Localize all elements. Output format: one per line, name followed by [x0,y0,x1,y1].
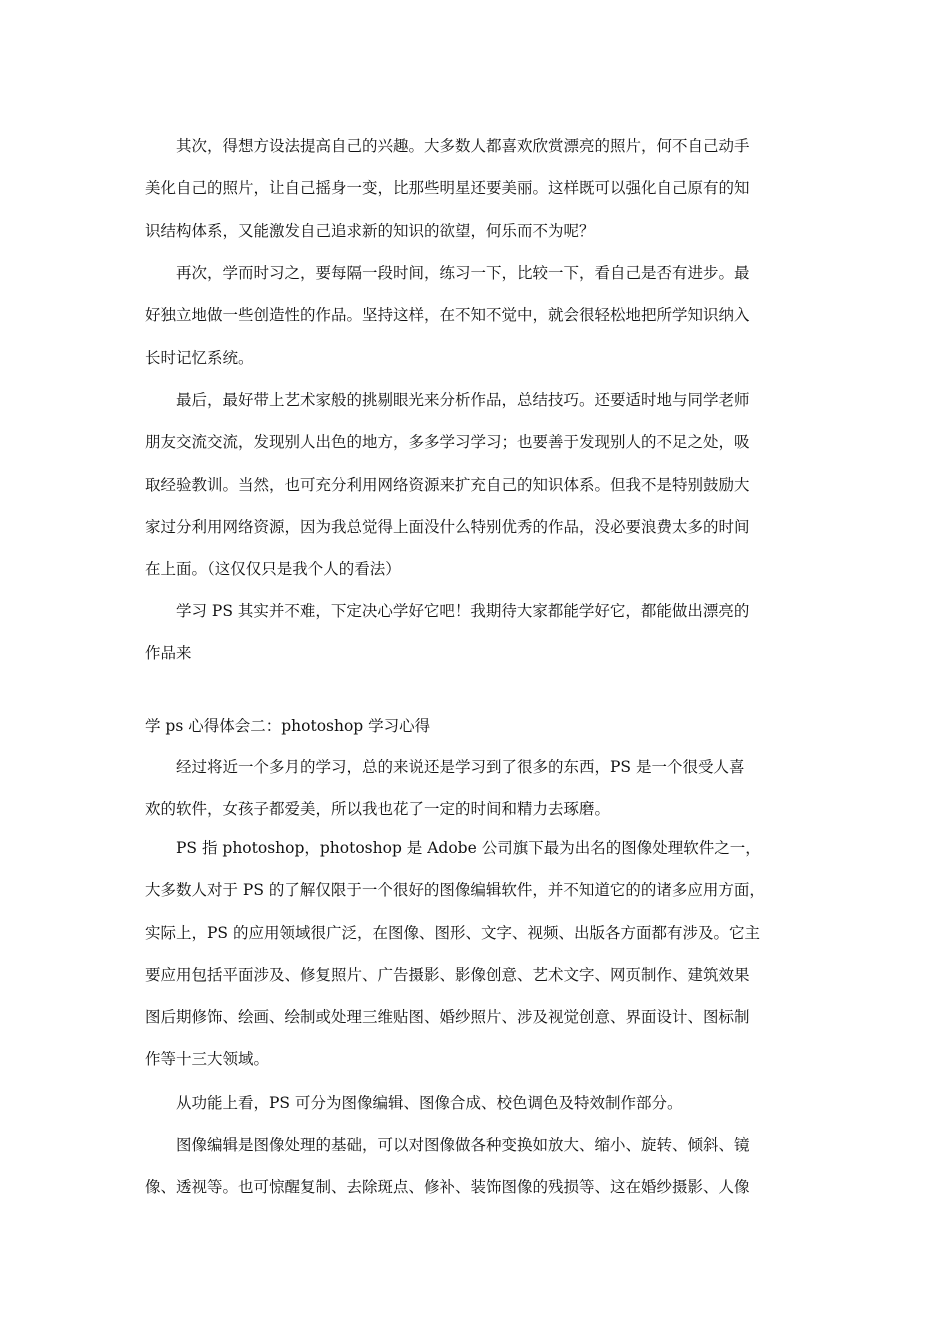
paragraph-ps-definition [145,827,810,1081]
paragraph-line: 长时记忆系统。 [145,348,254,367]
paragraph-image-editing [145,1124,810,1209]
section-heading: 学 ps 心得体会二：photoshop 学习心得 [145,717,431,735]
paragraph-line: 学习 PS 其实并不难，下定决心学好它吧！我期待大家都能学好它，都能做出漂亮的 [176,602,750,620]
paragraph-line: 美化自己的照片，让自己摇身一变，比那些明星还要美丽。这样既可以强化自己原有的知 [145,179,750,198]
paragraph-line: 识结构体系，又能激发自己追求新的知识的欲望，何乐而不为呢？ [145,221,595,240]
paragraph-line: 图后期修饰、绘画、绘制或处理三维贴图、婚纱照片、涉及视觉创意、界面设计、图标制 [145,1008,750,1027]
paragraph-line: PS 指 photoshop，photoshop 是 Adobe 公司旗下最为出名的图像处理软件之一， [176,839,761,857]
paragraph-line: 朋友交流交流，发现别人出色的地方，多多学习学习；也要善于发现别人的不足之处，吸 [145,433,750,452]
paragraph-line: 图像编辑是图像处理的基础，可以对图像做各种变换如放大、缩小、旋转、倾斜、镜 [176,1136,750,1154]
paragraph-interest [145,125,810,252]
paragraph-line: 作等十三大领域。 [145,1050,270,1069]
paragraph-line: 其次，得想方设法提高自己的兴趣。大多数人都喜欢欣赏漂亮的照片，何不自己动手 [176,137,750,155]
paragraph-line: 最后，最好带上艺术家般的挑剔眼光来分析作品，总结技巧。还要适时地与同学老师 [176,391,750,409]
paragraph-line: 实际上，PS 的应用领域很广泛，在图像、图形、文字、视频、出版各方面都有涉及。它主 [145,923,760,942]
paragraph-line: 大多数人对于 PS 的了解仅限于一个很好的图像编辑软件，并不知道它的的诸多应用方面， [145,881,765,900]
paragraph-experience [145,746,810,831]
paragraph-line: 作品来 [145,644,192,663]
paragraph-line: 经过将近一个多月的学习，总的来说还是学习到了很多的东西，PS 是一个很受人喜 [176,758,745,776]
paragraph-conclusion [145,590,810,675]
paragraph-functions [145,1082,810,1124]
paragraph-line: 家过分利用网络资源，因为我总觉得上面没什么特别优秀的作品，没必要浪费太多的时间 [145,517,750,536]
paragraph-line: 取经验教训。当然，也可充分利用网络资源来扩充自己的知识体系。但我不是特别鼓励大 [145,475,750,494]
paragraph-line: 再次，学而时习之，要每隔一段时间，练习一下，比较一下，看自己是否有进步。最 [176,264,750,282]
paragraph-line: 从功能上看，PS 可分为图像编辑、图像合成、校色调色及特效制作部分。 [176,1094,683,1112]
paragraph-line: 在上面。（这仅仅只是我个人的看法） [145,560,401,579]
paragraph-line: 好独立地做一些创造性的作品。坚持这样，在不知不觉中，就会很轻松地把所学知识纳入 [145,306,750,325]
paragraph-line: 像、透视等。也可惊醒复制、去除斑点、修补、装饰图像的残损等、这在婚纱摄影、人像 [145,1178,750,1197]
paragraph-analysis [145,379,810,590]
paragraph-practice [145,252,810,379]
paragraph-line: 欢的软件，女孩子都爱美，所以我也花了一定的时间和精力去琢磨。 [145,800,611,819]
paragraph-line: 要应用包括平面涉及、修复照片、广告摄影、影像创意、艺术文字、网页制作、建筑效果 [145,965,750,984]
